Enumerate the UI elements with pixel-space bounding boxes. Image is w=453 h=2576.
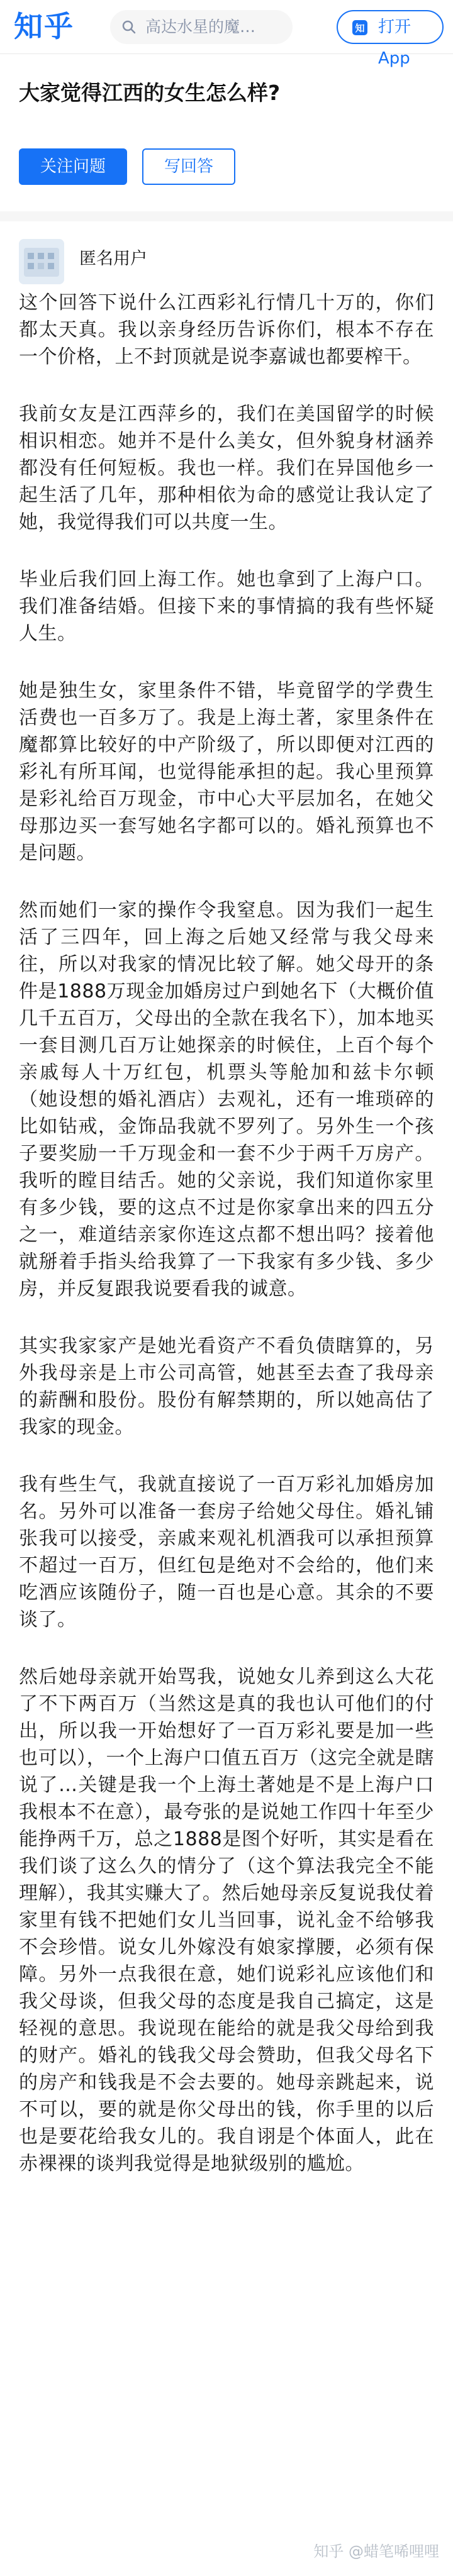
- zhihu-app-icon: [352, 19, 368, 36]
- section-divider: [0, 211, 453, 221]
- open-app-label: 打开App: [378, 18, 411, 68]
- author-name[interactable]: 匿名用户: [79, 249, 147, 269]
- search-placeholder: 高达水星的魔…: [145, 18, 256, 36]
- open-app-button[interactable]: [337, 10, 444, 68]
- answer-paragraph: 这个回答下说什么江西彩礼行情几十万的，你们都太天真。我以亲身经历告诉你们，根本不存在一个价格，上不封顶就是说李嘉诚也都要榨干。: [19, 292, 434, 368]
- answer-paragraph: 其实我家家产是她光看资产不看负债瞎算的，另外我母亲是上市公司高管，她甚至去查了我母亲的薪酬和股份。股份有解禁期的，所以她高估了我家的现金。: [19, 1335, 434, 1438]
- watermark: 知乎 @蜡笔唏哩哩: [313, 2543, 439, 2560]
- top-bar: [0, 0, 453, 68]
- question-title[interactable]: 大家觉得江西的女生怎么样?: [19, 80, 281, 105]
- answer-paragraph: 毕业后我们回上海工作。她也拿到了上海户口。我们准备结婚。但接下来的事情搞的我有些怀疑人生。: [19, 569, 434, 645]
- write-answer-button[interactable]: 写回答: [142, 148, 235, 185]
- search-box[interactable]: [110, 10, 293, 44]
- answer-paragraph: 她是独生女，家里条件不错，毕竟留学的学费生活费也一百多万了。我是上海土著，家里条件在魔都算比较好的中产阶级了，所以即便对江西的彩礼有所耳闻，也觉得能承担的起。我心里预算是彩礼给百万现金，市中心大平层加名，在她父母那边买一套写她名字都可以的。婚礼预算也不是问题。: [19, 680, 434, 864]
- answer-paragraph: 我有些生气，我就直接说了一百万彩礼加婚房加名。另外可以准备一套房子给她父母住。婚礼铺张我可以接受，亲戚来观礼机酒我可以承担预算不超过一百万，但红包是绝对不会给的，他们来吃酒应该随份子，随一百也是心意。其余的不要谈了。: [19, 1474, 434, 1631]
- answer-paragraph: 然而她们一家的操作令我窒息。因为我们一起生活了三四年，回上海之后她又经常与我父母来往，所以对我家的情况比较了解。她父母开的条件是1888万现金加婚房过户到她名下（大概价值几千五百万，父母出的全款在我名下），加本地买一套目测几百万让她探亲的时候住，上百个每个亲戚每人十万红包，机票头等舱加和兹卡尔顿（她设想的婚礼酒店）去观礼，还有一堆琐碎的比如钻戒，金饰品我就不罗列了。另外生一个孩子要奖励一千万现金和一套不少于两千万房产。我听的瞠目结舌。她的父亲说，我们知道你家里有多少钱，要的这点不过是你家拿出来的四五分之一，难道结亲家你连这点都不想出吗？接着他就掰着手指头给我算了一下我家有多少钱、多少房，并反复跟我说要看我的诚意。: [19, 899, 434, 1300]
- answer-paragraph: 然后她母亲就开始骂我，说她女儿养到这么大花了不下两百万（当然这是真的我也认可他们的付出，所以我一开始想好了一百万彩礼要是加一些也可以），一个上海户口值五百万（这完全就是瞎说了…关键是我一个上海土著她是不是上海户口我根本不在意），最夸张的是说她工作四十年至少能挣两千万，总之1888是图个好听，其实是看在我们谈了这么久的情分了（这个算法我完全不能理解），我其实赚大了。然后她母亲反复说我仗着家里有钱不把她们女儿当回事，说礼金不给够我不会珍惜。说女儿外嫁没有娘家撑腰，必须有保障。另外一点我很在意，她们说彩礼应该他们和我父母谈，但我父母的态度是我自己搞定，这是轻视的意思。我说现在能给的就是我父母给到我的财产。婚礼的钱我父母会赞助，但我父母名下的房产和钱我是不会去要的。她母亲跳起来，说不可以，要的就是你父母出的钱，你手里的以后也是要花给我女儿的。我自诩是个体面人，此在赤裸裸的谈判我觉得是地狱级别的尴尬。: [19, 1666, 434, 2175]
- svg-text:知: 知: [355, 23, 365, 34]
- anonymous-avatar-icon: [19, 239, 64, 284]
- zhihu-logo[interactable]: 知乎: [14, 9, 74, 43]
- answer-content: [19, 289, 434, 2207]
- answer-paragraph: 我前女友是江西萍乡的，我们在美国留学的时候相识相恋。她并不是什么美女，但外貌身材涵养都没有任何短板。我也一样。我们在异国他乡一起生活了几年，那种相依为命的感觉让我认定了她，我觉得我们可以共度一生。: [19, 403, 434, 533]
- search-icon: [121, 19, 137, 35]
- follow-question-button[interactable]: 关注问题: [19, 148, 127, 185]
